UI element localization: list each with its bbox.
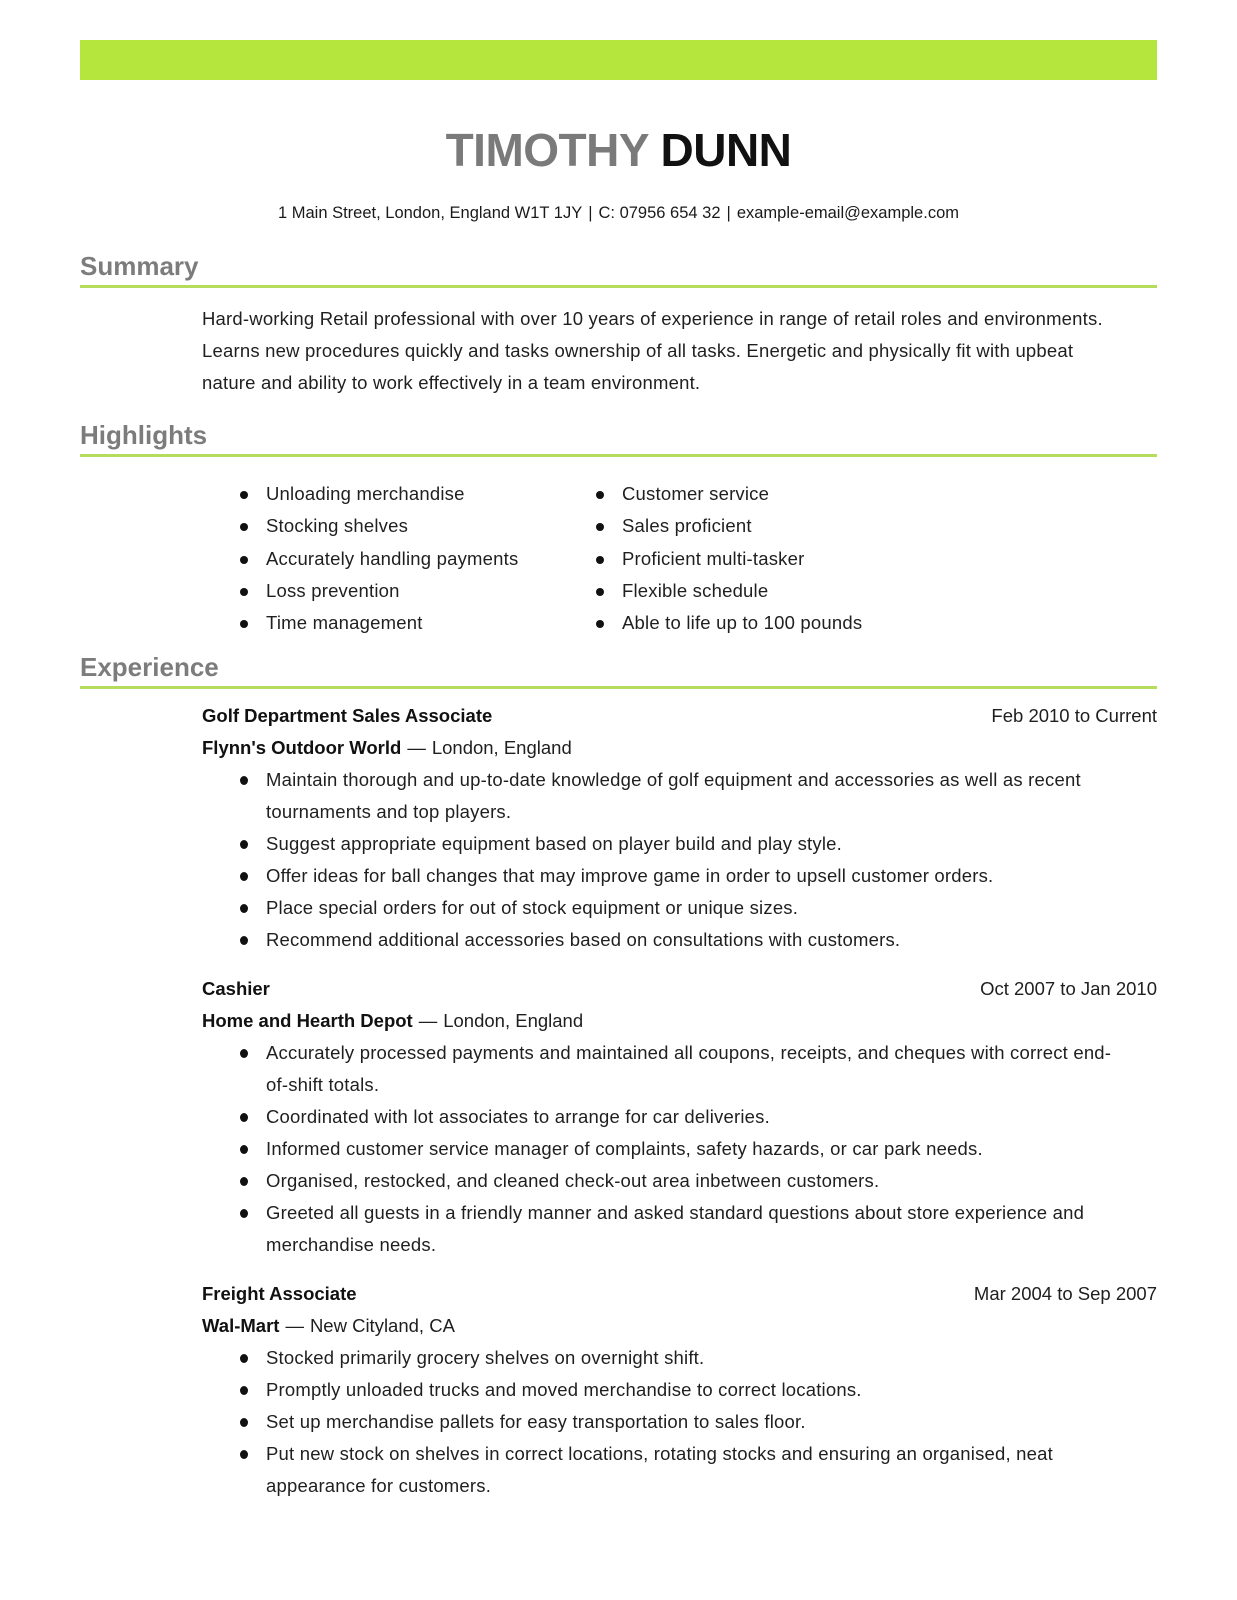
job-bullet: Offer ideas for ball changes that may improve game in order to upsell customer orders. [240,860,1157,892]
last-name: DUNN [660,124,792,176]
highlights-list-left [240,478,518,639]
job-bullet: Stocked primarily grocery shelves on overnight shift. [240,1342,1157,1374]
job-bullet: Informed customer service manager of complaints, safety hazards, or car park needs. [240,1133,1157,1165]
job-dates: Oct 2007 to Jan 2010 [980,978,1157,999]
highlight-item: Stocking shelves [240,510,518,542]
job-bullet: Maintain thorough and up-to-date knowledge of golf equipment and accessories as well as recent tournaments and top players. [240,764,1157,828]
job-bullet: Recommend additional accessories based on consultations with customers. [240,924,1157,956]
job-employer-line [202,1310,1157,1342]
section-title-summary: Summary [80,251,199,281]
job-title: Freight Associate [202,1283,357,1304]
job-entry [202,973,1157,1261]
email-link[interactable]: example-email@example.com [736,204,959,222]
job-bullet: Set up merchandise pallets for easy transportation to sales floor. [240,1406,1157,1438]
job-company: Home and Hearth Depot [202,1010,413,1031]
highlight-item: Loss prevention [240,575,518,607]
contact-line [0,202,1237,224]
highlight-item: Flexible schedule [596,575,862,607]
accent-header-bar [80,40,1157,80]
job-location: London, England [431,737,572,758]
job-location: London, England [443,1010,584,1031]
highlight-item: Able to life up to 100 pounds [596,607,862,639]
highlight-item: Proficient multi-tasker [596,543,862,575]
section-title-experience: Experience [80,652,219,682]
job-entry [202,700,1157,956]
job-bullets [240,1342,1157,1502]
dash: — [407,737,426,758]
job-dates: Feb 2010 to Current [991,705,1157,726]
highlight-item: Time management [240,607,518,639]
job-bullet: Promptly unloaded trucks and moved merchandise to correct locations. [240,1374,1157,1406]
separator: | [726,204,731,222]
separator: | [588,204,593,222]
dash: — [285,1315,304,1336]
job-entry [202,1278,1157,1502]
job-bullets [240,764,1157,956]
job-location: New Cityland, CA [309,1315,455,1336]
job-title: Golf Department Sales Associate [202,705,493,726]
job-header [202,1278,1157,1310]
section-divider [80,454,1157,457]
job-bullet: Accurately processed payments and maintained all coupons, receipts, and cheques with correct end-of-shift totals. [240,1037,1157,1101]
highlight-item: Customer service [596,478,862,510]
section-divider [80,285,1157,288]
job-title: Cashier [202,978,270,999]
job-header [202,973,1157,1005]
job-bullet: Place special orders for out of stock equipment or unique sizes. [240,892,1157,924]
job-bullet: Coordinated with lot associates to arrange for car deliveries. [240,1101,1157,1133]
highlights-list-right [596,478,862,639]
candidate-name [0,122,1237,178]
job-company: Flynn's Outdoor World [202,737,402,758]
job-header [202,700,1157,732]
job-employer-line [202,732,1157,764]
section-title-highlights: Highlights [80,420,208,450]
job-bullet: Organised, restocked, and cleaned check-out area inbetween customers. [240,1165,1157,1197]
address: 1 Main Street, London, England W1T 1JY [277,204,583,222]
job-bullets [240,1037,1157,1261]
job-bullet: Put new stock on shelves in correct locations, rotating stocks and ensuring an organised, neat appearance for customers. [240,1438,1157,1502]
dash: — [418,1010,438,1031]
first-name: TIMOTHY [445,124,649,176]
highlight-item: Unloading merchandise [240,478,518,510]
job-bullet: Greeted all guests in a friendly manner and asked standard questions about store experience and merchandise needs. [240,1197,1157,1261]
job-dates: Mar 2004 to Sep 2007 [973,1283,1157,1304]
highlight-item: Accurately handling payments [240,543,518,575]
phone: C: 07956 654 32 [598,204,721,222]
job-employer-line [202,1005,1157,1037]
summary-text: Hard-working Retail professional with over 10 years of experience in range of retail roles and environments. Learns new procedures quickly and tasks ownership of all tasks. Energetic and physically fit with upbeat nature and ability to work effectively in a team environment. [202,308,1103,393]
job-bullet: Suggest appropriate equipment based on player build and play style. [240,828,1157,860]
section-divider [80,686,1157,689]
highlight-item: Sales proficient [596,510,862,542]
job-company: Wal-Mart [202,1315,280,1336]
